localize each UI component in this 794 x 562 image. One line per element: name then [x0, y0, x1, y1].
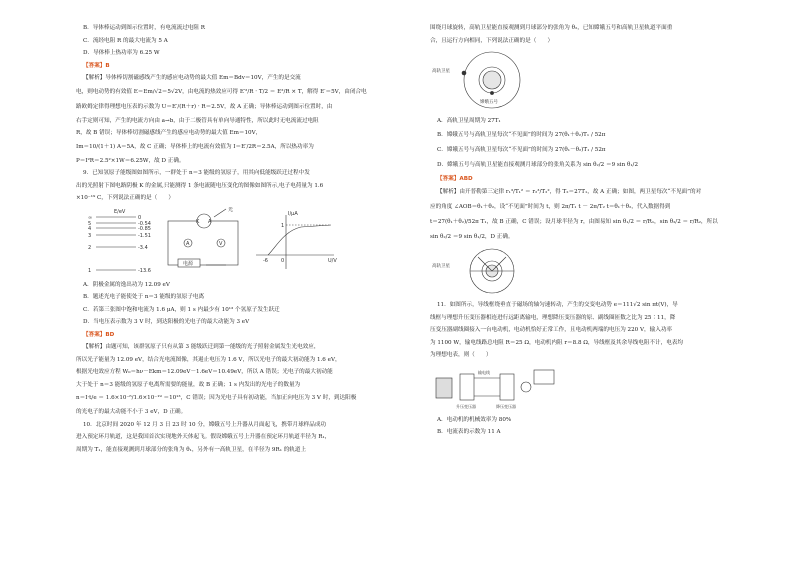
level-n: 4 — [88, 225, 92, 232]
option-d: D．导体棒上热功率为 6.25 W — [83, 50, 160, 56]
level-n: 5 — [88, 220, 92, 227]
graph-x-neg-tick: -6 — [263, 257, 268, 264]
question-9-line: ×10⁻¹⁹ C，下列说法正确的是（ ） — [76, 195, 175, 202]
photoelectric-circuit — [168, 207, 238, 267]
q10-option-c: C．嫦娥五号与高轨卫星每次“不见面”的时间为 27(θ₁－θ₂)T₁ / 52π — [437, 146, 606, 153]
orbit2-label: 高轨卫星 — [432, 264, 450, 270]
light-label: 光 — [228, 206, 234, 213]
q9-option-b: B．题述光电子能使处于 n＝3 能级的氢原子电离 — [83, 294, 205, 301]
level-energy: -3.4 — [138, 244, 148, 251]
q10-explanation-line: t＝27(θ₁＋θ₂)/52π T₁，故 B 正确，C 错误；设月球半径为 r，由图易知 sin θ₁/2 ＝ r/R₁，sin θ₂/2 ＝ r/R₂，所以 — [430, 219, 718, 226]
explanation-line: P＝I²R＝2.5²×1W＝6.25W，故 D 正确。 — [76, 157, 185, 164]
q9-figure-svg — [76, 207, 396, 275]
step-down-label: 降压变压器 — [496, 403, 516, 409]
q10-explanation-line: 应的角度 ∠AOB＝θ₁＋θ₂，设“不见面”时间为 t，则 2π/T₁ t － 2π/T₂ t＝θ₁＋θ₂，代入数据得到 — [430, 204, 671, 211]
q9-explanation-line: 大于处于 n＝3 能级的氢原子电离所需要的能量，故 B 正确；1 s 内发出的光电子的数量为 — [76, 381, 301, 388]
q11-line: 线框与理想升压变压器相连进行远距离输电，理想降压变压器的原、副线圈匝数之比为 25∶11，降 — [430, 314, 676, 321]
q11-option-b: B．电流表的示数为 11 A — [437, 429, 501, 436]
level-n: 1 — [88, 267, 92, 274]
question-9-line: 9．已知氢原子能级图如图所示，一群处于 n＝3 能级的氢原子，用其向低能级跃迁过程中发 — [83, 170, 310, 177]
level-energy: -13.6 — [138, 267, 151, 274]
graph-y-tick: 1 — [281, 222, 285, 229]
q10-line: 周期为 T₁，能直接观测到月球部分的张角为 θ₁，另外有一高轨卫星，在半径为 9R₁ 的轨道上 — [76, 446, 307, 453]
explanation-line: 路欧姆定律得理想电压表的示数为 U＝E′/(R＋r) · R＝2.5V，故 A 正确；导体棒运动到图示位置时，由 — [76, 103, 333, 110]
q9-explanation-line: 所以光子能量为 12.09 eV，结合光电流图像，其遏止电压为 1.6 V，所以光电子的最大初动能为 1.6 eV， — [76, 356, 341, 363]
q10-line: 合，且运行方向相同，下列说法正确的是（ ） — [430, 37, 554, 44]
right-column — [430, 24, 760, 441]
graph-x-label: U/V — [328, 257, 337, 264]
option-c: C．流经电阻 R 的最大电流为 5 A — [83, 37, 168, 44]
q10-line: 进入预定环月轨道，这是我国首次实现地外天体起飞。假设嫦娥五号上升器在预定环月轨道半径为 R₁， — [76, 434, 331, 441]
explanation-line: 【解析】导体棒切割磁感线产生的感应电动势的最大值 Em＝Bdv＝10V，产生的是交流 — [83, 75, 301, 81]
q10-explanation-line: 【解析】由开普勒第三定律 r₁³/T₁² ＝ r₂³/T₂²，得 T₂＝27T₁，故 A 正确；如图，两卫星每次“不见面”的对 — [437, 189, 702, 196]
left-column — [76, 24, 406, 458]
transformer-figure — [430, 364, 760, 410]
energy-axis-label: E/eV — [114, 208, 126, 215]
q10-line: 围绕月球旋转，高轨卫星能直接观测到月球部分的张角为 θ₂，已知嫦娥五号和高轨卫星轨道平面重 — [430, 25, 673, 31]
q10-option-d: D．嫦娥五号与高轨卫星能直接观测月球部分的张角关系为 sin θ₂/2 ＝9 sin θ₁/2 — [437, 161, 639, 168]
option-b: B．导体棒运动到图示位置时，有电流流过电阻 R — [83, 25, 205, 31]
level-energy: -1.51 — [138, 232, 151, 239]
ammeter-label: A — [186, 240, 190, 247]
energy-level-diagram — [88, 215, 151, 274]
orbit-figure-2 — [430, 247, 760, 295]
graph-origin: 0 — [281, 257, 285, 264]
q10-option-a: A．高轨卫星周期为 27T₁ — [437, 118, 501, 124]
source-label: 电源 — [183, 260, 194, 267]
q9-explanation-line: 的光电子的最大动能不小于 3 eV，D 正确。 — [76, 409, 187, 416]
anode-label: A — [208, 218, 212, 225]
q9-option-d: D．当电压表示数为 3 V 时，到达阳极的光电子的最大动能为 3 eV — [83, 319, 250, 326]
q11-line: 压变压器副线圈接入一台电动机，电动机恰好正常工作，且电动机两端的电压为 220 V，输入功率 — [430, 327, 673, 334]
step-up-label: 升压变压器 — [456, 403, 476, 409]
q9-explanation-line: 【解析】由题可知，该群氢原子只有从第 3 能级跃迁到第一能级的光子照射金属发生光电效应， — [83, 344, 320, 351]
level-energy: -0.54 — [138, 220, 151, 227]
q9-explanation-line: n＝I·t/e ＝ 1.6×10⁻⁶/1.6×10⁻¹⁹ ＝10¹³，C 错误；因为光电子具有初动能，当加正向电压为 3 V 时，到达阳极 — [76, 395, 357, 402]
q11-option-a: A．电动机的机械效率为 80% — [437, 416, 512, 423]
level-energy: -0.85 — [138, 225, 151, 232]
q11-line: 11．如图所示，导线框绕垂直于磁场的轴匀速转动，产生的交变电动势 e＝111√2 sin πt(V)，导 — [437, 302, 678, 309]
explanation-line: Im＝10/(1＋1) A＝5A，故 C 正确；导体棒上的电流有效值为 I＝E′/2R＝2.5A，所以热功率为 — [76, 143, 314, 150]
orbit-ce5-label: 嫦娥五号 — [480, 100, 498, 105]
q9-option-c: C．若第三张图中饱和电流为 1.6 μA，则 1 s 内最少有 10¹³ 个氢原子发生跃迁 — [83, 306, 280, 313]
level-n: 2 — [88, 244, 92, 251]
q10-explanation-line: sin θ₂/2 ＝9 sin θ₁/2，D 正确。 — [430, 234, 514, 241]
explanation-line: R，故 B 错误；导体棒切割磁感线产生的感应电动势的最大值 Em＝10V， — [76, 130, 262, 137]
orbit-figure-2-svg — [430, 247, 550, 295]
cathode-label: K — [196, 218, 200, 225]
explanation-line: 电，则电动势的有效值 E＝Em/√2＝5√2V，由电流的热效应可得 E′²/R · T/2 ＝ E²/R × T，解得 E′＝5V，由闭合电 — [76, 88, 367, 95]
q9-option-a: A．阴极金属的逸出功为 12.09 eV — [83, 281, 170, 288]
q10-line: 10．北京时间 2020 年 12 月 3 日 23 时 10 分，嫦娥五号上升器从月面起飞，携带月球样品成功 — [83, 421, 327, 428]
answer-label: 【答案】B — [83, 62, 110, 69]
q9-explanation-line: 根据光电效应方程 W₀＝hν－Ekm＝12.09eV－1.6eV＝10.49eV，所以 A 错误；光电子的最大初动能 — [76, 369, 333, 376]
q9-figure — [76, 207, 406, 275]
orbit-figure-svg — [430, 49, 550, 111]
q9-answer: 【答案】BD — [83, 331, 115, 338]
orbit-figure — [430, 49, 760, 111]
q11-line: 为理想电表，则（ ） — [430, 352, 492, 359]
level-energy: 0 — [138, 214, 142, 221]
line-label: 输电线 — [478, 369, 490, 375]
voltmeter-label: V — [219, 240, 223, 247]
question-9-line: 出的光照射下图电路阴极 K 的金属,只能测得 1 条电流随电压变化的图像如图所示,电子电荷量为 1.6 — [76, 182, 324, 189]
q10-option-b: B．嫦娥五号与高轨卫星每次“不见面”的时间为 27(θ₁＋θ₂)T₁ / 52π — [437, 131, 606, 138]
q11-line: 为 1100 W，输电线路总电阻 R＝25 Ω，电动机内阻 r＝8.8 Ω，导线框及其余导线电阻不计，电表均 — [430, 339, 684, 346]
explanation-line: 右手定则可知，产生的电流方向由 a→b，由于二极管具有单向导通特性，所以此时无电流流过电阻 — [76, 117, 319, 124]
iu-graph — [256, 211, 337, 269]
orbit-sat-label: 高轨卫星 — [432, 69, 450, 74]
transformer-figure-svg — [430, 364, 560, 410]
graph-y-label: I/μA — [288, 210, 298, 217]
level-n: ∞ — [88, 214, 93, 221]
q10-answer: 【答案】ABD — [437, 175, 473, 182]
level-n: 3 — [88, 232, 92, 239]
